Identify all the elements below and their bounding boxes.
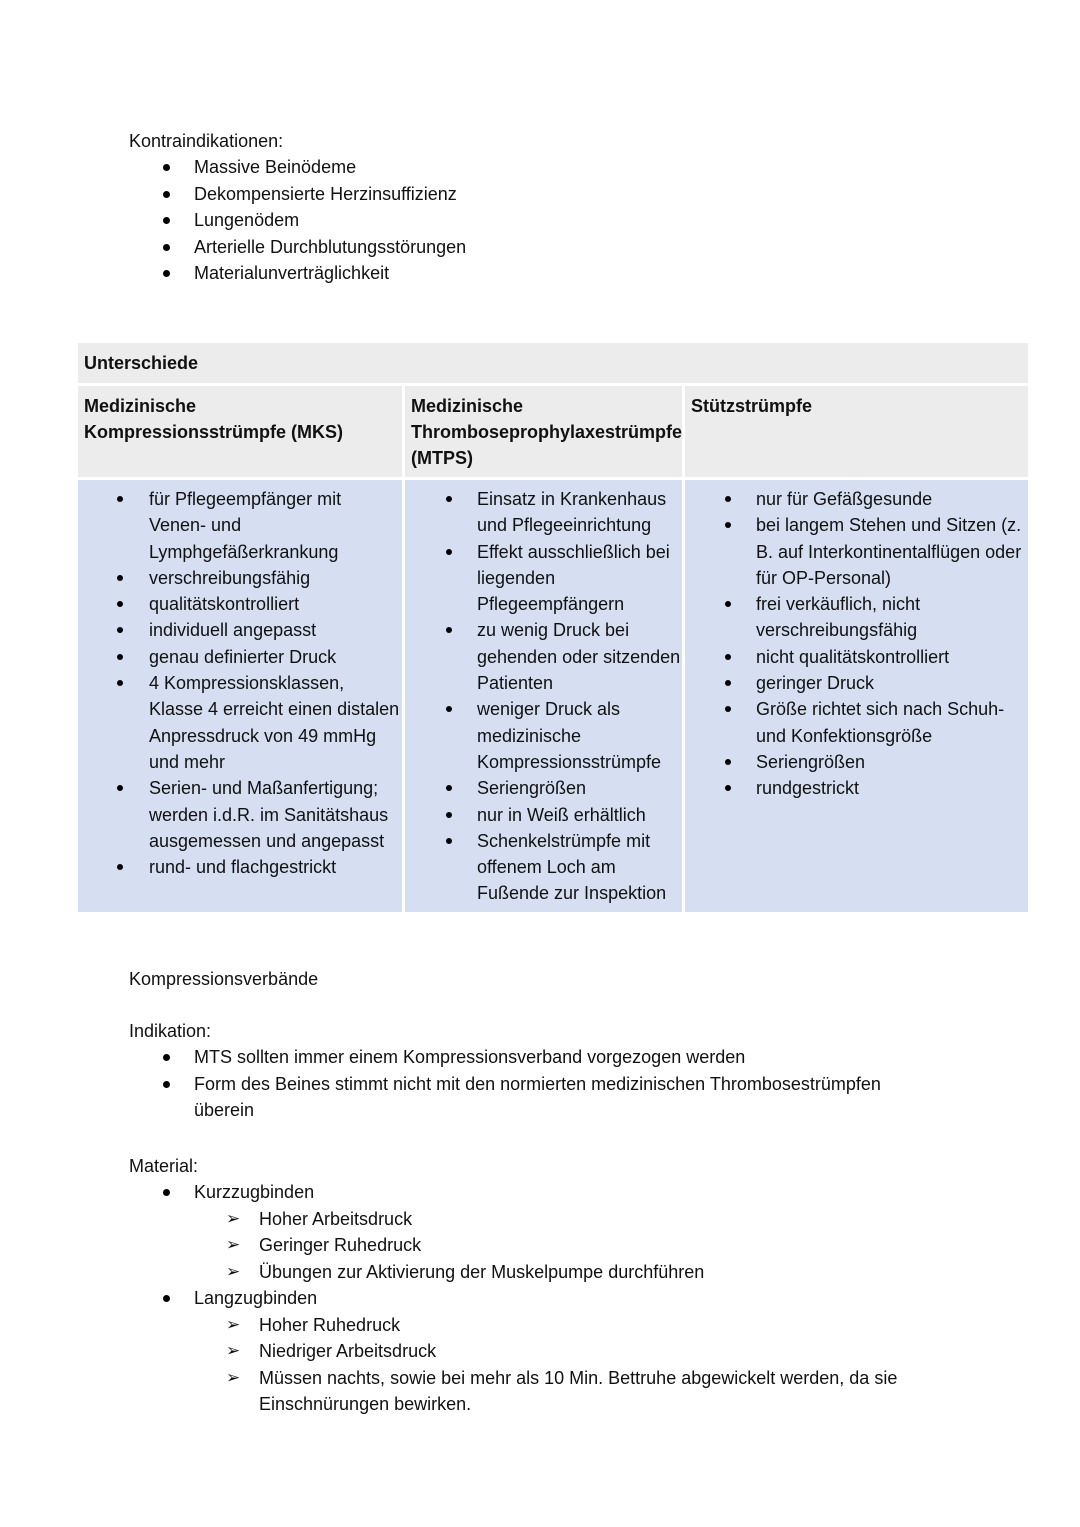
indication-title: Indikation: <box>129 1021 212 1041</box>
cell-stuetzstruempfe <box>685 480 1028 912</box>
material-sublist <box>194 1312 929 1418</box>
material-group-label: Langzugbinden <box>194 1288 318 1308</box>
header-stuetz-label: Stützstrümpfe <box>691 396 812 416</box>
list-item: ➢ Müssen nachts, sowie bei mehr als 10 Min. Bettruhe abgewickelt werden, da sie Einschnürungen bewirken. <box>194 1365 929 1418</box>
list-item: Massive Beinödeme <box>129 154 829 181</box>
material-title: Material: <box>129 1156 199 1176</box>
contraindications-title: Kontraindikationen: <box>129 131 284 151</box>
bandages-title: Kompressionsverbände <box>129 969 319 989</box>
list-item: MTS sollten immer einem Kompressionsverband vorgezogen werden <box>129 1044 929 1071</box>
list-item: für Pflegeempfänger mit Venen- und Lymphgefäßerkrankung <box>78 486 402 565</box>
list-item: genau definierter Druck <box>78 644 402 670</box>
table-body-row <box>78 480 1028 912</box>
list-item: rund- und flachgestrickt <box>78 854 402 880</box>
contraindications-list <box>129 154 829 287</box>
list-item: verschreibungsfähig <box>78 565 402 591</box>
header-mtps-label: Medizinische Thromboseprophylaxestrümpfe (MTPS) <box>411 396 683 468</box>
list-item: frei verkäuflich, nicht verschreibungsfähig <box>685 591 1028 644</box>
material-list <box>129 1179 929 1418</box>
list-item: nicht qualitätskontrolliert <box>685 644 1028 670</box>
cell-mks <box>78 480 402 912</box>
list-item: Größe richtet sich nach Schuh- und Konfektionsgröße <box>685 696 1028 749</box>
list-item: rundgestrickt <box>685 775 1028 801</box>
header-stuetzstruempfe <box>685 386 1028 477</box>
list-item: Form des Beines stimmt nicht mit den normierten medizinischen Thrombosestrümpfen überein <box>129 1071 929 1124</box>
list-item: Dekompensierte Herzinsuffizienz <box>129 181 829 208</box>
list-item: Seriengrößen <box>685 749 1028 775</box>
contraindications-section <box>129 128 829 287</box>
comparison-table <box>78 343 1028 912</box>
table-title: Unterschiede <box>78 343 1028 383</box>
table-header-row <box>78 386 1028 477</box>
list-item: ➢ Niedriger Arbeitsdruck <box>194 1338 929 1365</box>
material-group <box>129 1285 929 1418</box>
list-item: nur für Gefäßgesunde <box>685 486 1028 512</box>
material-group <box>129 1179 929 1285</box>
stuetz-list <box>685 486 1028 802</box>
list-item: qualitätskontrolliert <box>78 591 402 617</box>
list-item: weniger Druck als medizinische Kompressionsstrümpfe <box>405 696 682 775</box>
list-item: individuell angepasst <box>78 617 402 643</box>
mks-list <box>78 486 402 880</box>
cell-mtps <box>405 480 682 912</box>
list-item: ➢ Übungen zur Aktivierung der Muskelpumpe durchführen <box>194 1259 929 1286</box>
list-item: Materialunverträglichkeit <box>129 260 829 287</box>
list-item: ➢ Hoher Arbeitsdruck <box>194 1206 929 1233</box>
list-item: 4 Kompressionsklassen, Klasse 4 erreicht einen distalen Anpressdruck von 49 mmHg und mehr <box>78 670 402 775</box>
indication-section <box>129 1018 929 1124</box>
list-item: ➢ Hoher Ruhedruck <box>194 1312 929 1339</box>
mtps-list <box>405 486 682 907</box>
list-item: zu wenig Druck bei gehenden oder sitzenden Patienten <box>405 617 682 696</box>
list-item: nur in Weiß erhältlich <box>405 802 682 828</box>
list-item: Einsatz in Krankenhaus und Pflegeeinrichtung <box>405 486 682 539</box>
list-item: Schenkelstrümpfe mit offenem Loch am Fußende zur Inspektion <box>405 828 682 907</box>
list-item: bei langem Stehen und Sitzen (z. B. auf Interkontinentalflügen oder für OP-Personal) <box>685 512 1028 591</box>
list-item: Effekt ausschließlich bei liegenden Pflegeempfängern <box>405 539 682 618</box>
header-mks-label: Medizinische Kompressionsstrümpfe (MKS) <box>84 396 344 442</box>
indication-list <box>129 1044 929 1124</box>
material-sublist <box>194 1206 929 1286</box>
list-item: Arterielle Durchblutungsstörungen <box>129 234 829 261</box>
list-item: Lungenödem <box>129 207 829 234</box>
list-item: geringer Druck <box>685 670 1028 696</box>
material-section <box>129 1153 929 1418</box>
list-item: Seriengrößen <box>405 775 682 801</box>
list-item: Serien- und Maßanfertigung; werden i.d.R. im Sanitätshaus ausgemessen und angepasst <box>78 775 402 854</box>
material-group-label: Kurzzugbinden <box>194 1182 315 1202</box>
header-mtps <box>405 386 682 477</box>
header-mks <box>78 386 402 477</box>
list-item: ➢ Geringer Ruhedruck <box>194 1232 929 1259</box>
